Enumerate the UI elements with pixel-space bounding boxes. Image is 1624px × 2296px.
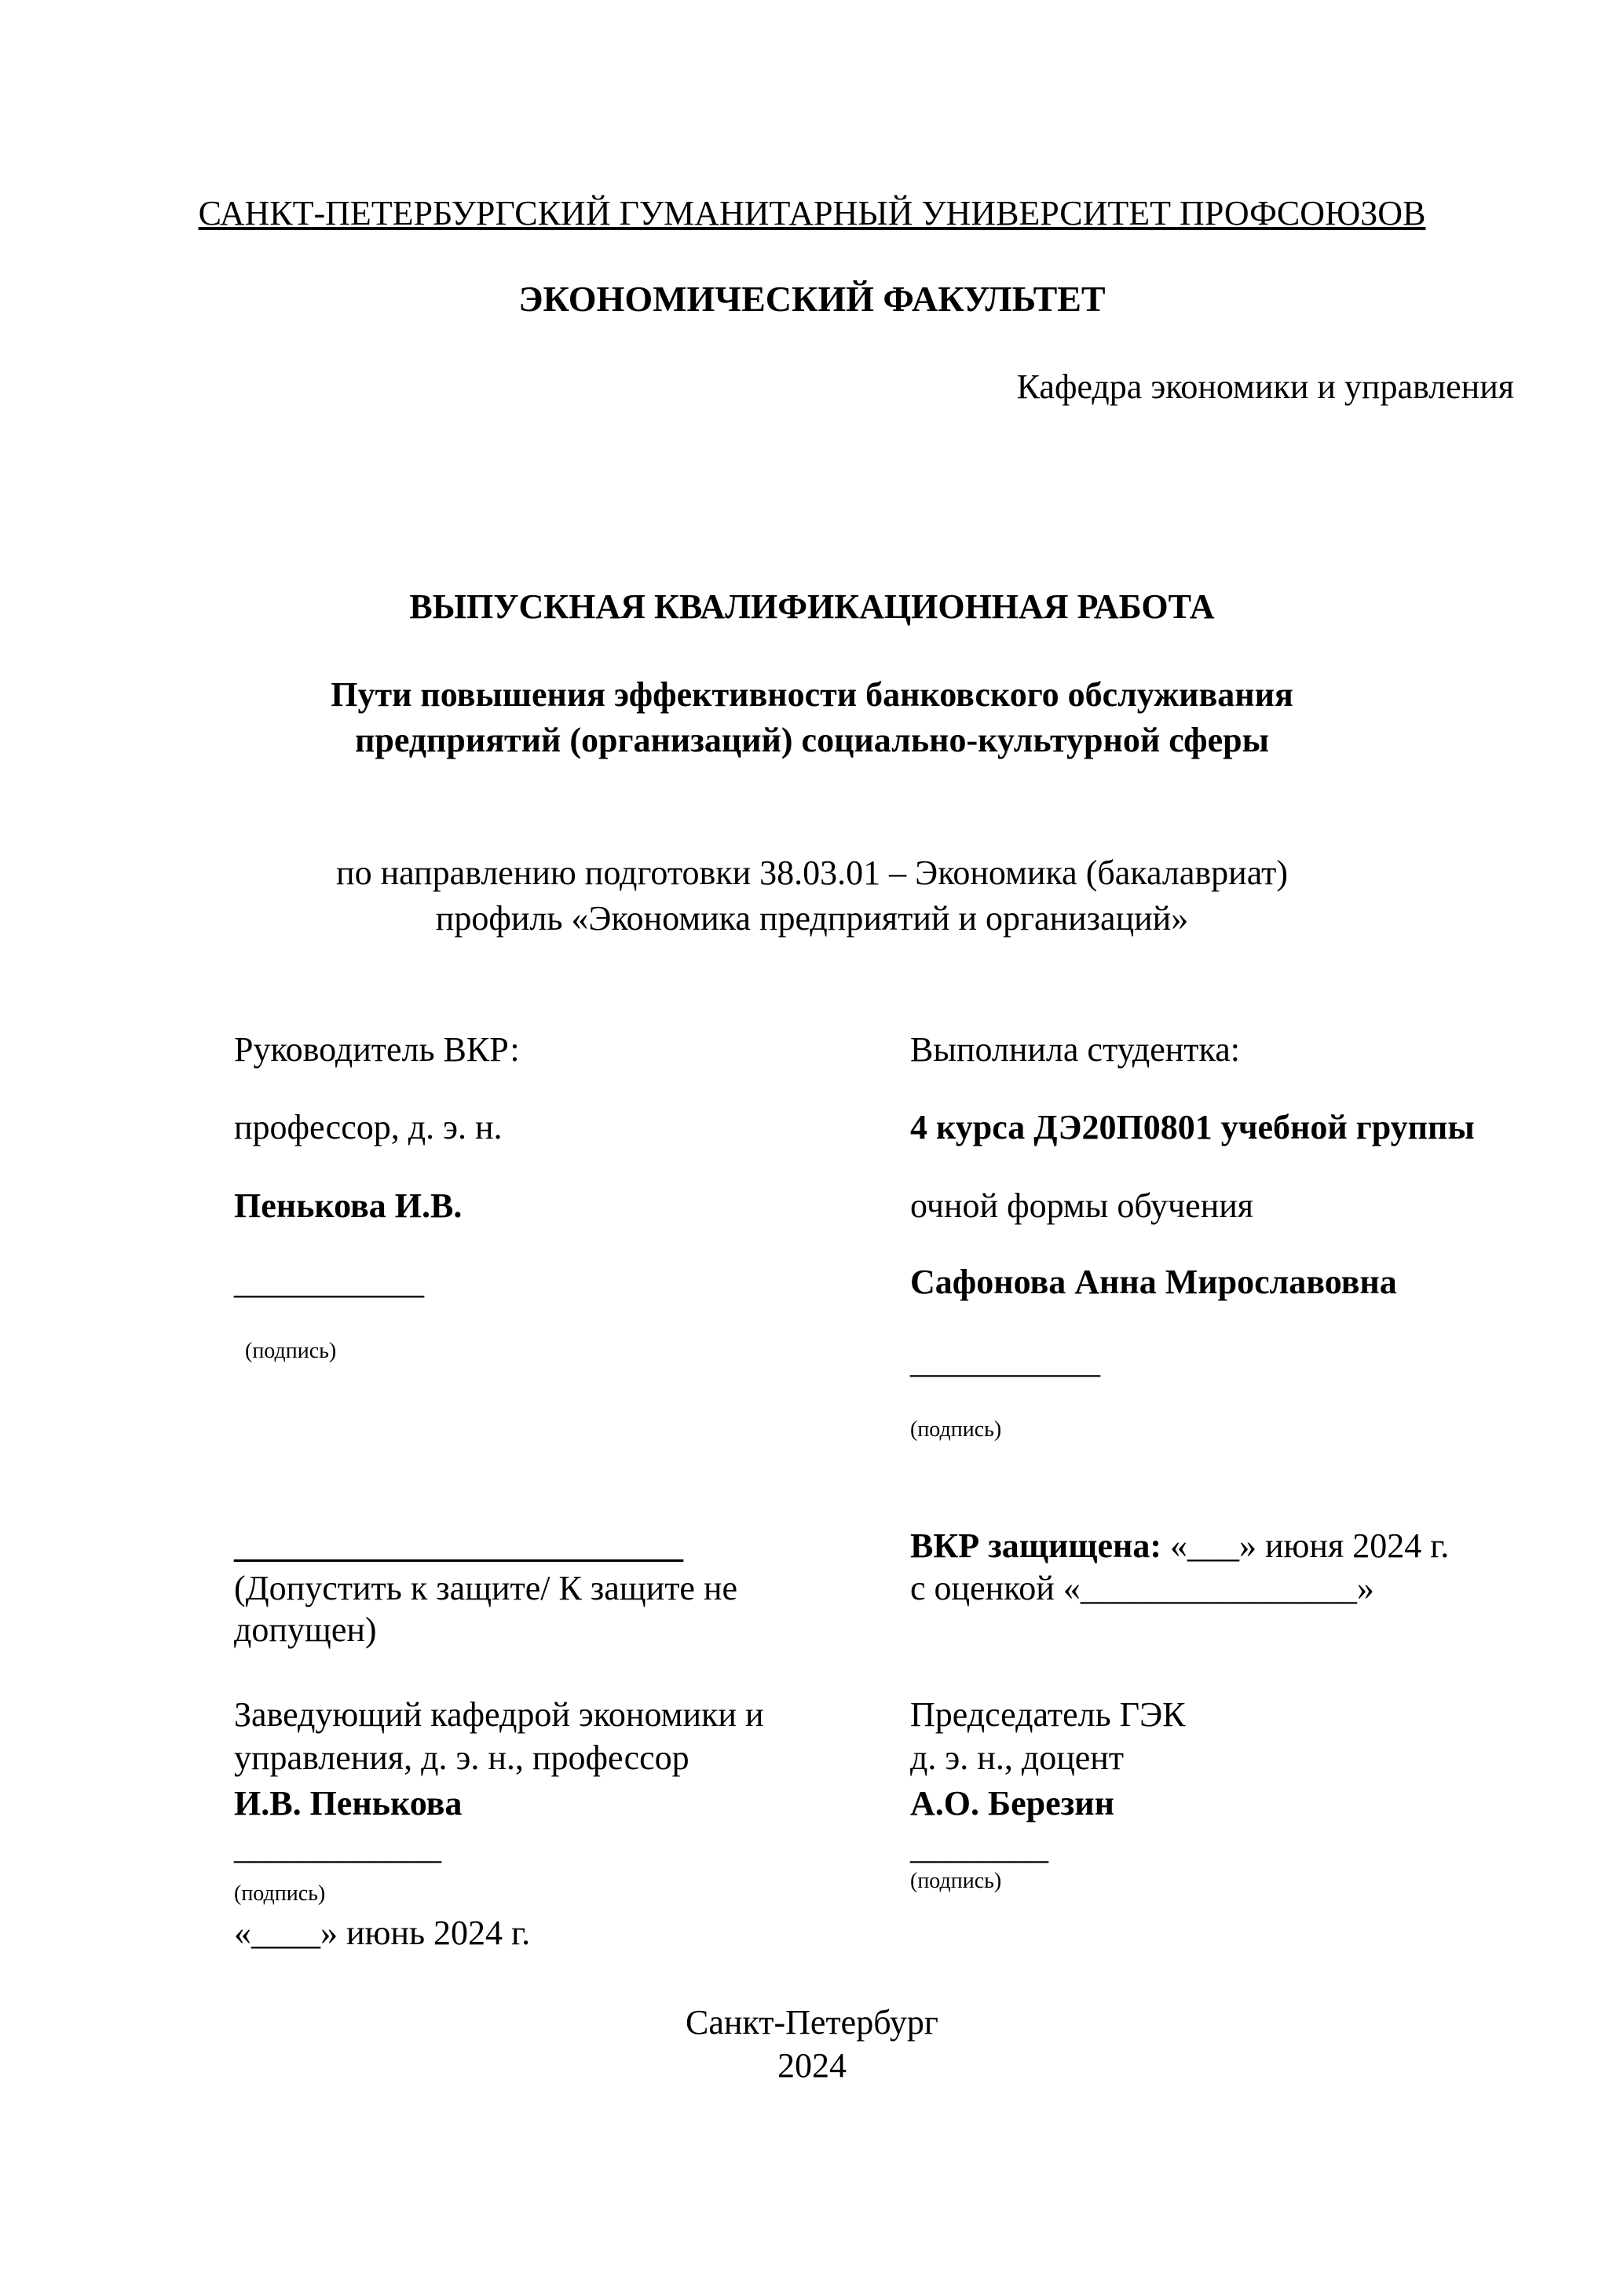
head-of-dept-line-2: управления, д. э. н., профессор (234, 1738, 689, 1777)
head-of-dept-date: «____» июнь 2024 г. (234, 1914, 531, 1952)
grade-prefix: с оценкой « (910, 1569, 1081, 1607)
student-signature-line: ___________ (910, 1342, 1100, 1380)
gek-chair-line-2: д. э. н., доцент (910, 1738, 1125, 1777)
topic-line-1: Пути повышения эффективности банковского обслуживания (331, 675, 1293, 714)
admission-text-1: (Допустить к защите/ К защите не (234, 1569, 738, 1607)
student-name: Сафонова Анна Мирославовна (910, 1263, 1397, 1301)
grade-line (910, 1567, 1374, 1610)
head-of-dept-signature-caption: (подпись) (234, 1881, 326, 1906)
defense-line (910, 1524, 1449, 1568)
gek-chair-signature-line: ________ (910, 1828, 1048, 1866)
supervisor-rank: профессор, д. э. н. (234, 1108, 503, 1146)
topic-line-2: предприятий (организаций) социально-культурной сферы (355, 721, 1269, 759)
student-study-form: очной формы обучения (910, 1186, 1254, 1225)
grade-blank: ________________ (1080, 1569, 1357, 1607)
university-name: САНКТ-ПЕТЕРБУРГСКИЙ ГУМАНИТАРНЫЙ УНИВЕРСИТЕТ ПРОФСОЮЗОВ (198, 194, 1426, 232)
head-of-dept-line-1: Заведующий кафедрой экономики и (234, 1695, 764, 1734)
gek-chair-name: А.О. Березин (910, 1784, 1115, 1823)
department-name: Кафедра экономики и управления (1016, 367, 1514, 406)
city: Санкт-Петербург (686, 2003, 938, 2042)
admission-text-2: допущен) (234, 1610, 377, 1649)
supervisor-label: Руководитель ВКР: (234, 1030, 520, 1069)
defense-label: ВКР защищена: (910, 1526, 1161, 1565)
gek-chair-line-1: Председатель ГЭК (910, 1695, 1186, 1734)
grade-suffix: » (1356, 1569, 1374, 1607)
supervisor-name: Пенькова И.В. (234, 1186, 463, 1225)
student-signature-caption: (подпись) (910, 1417, 1002, 1442)
head-of-dept-name: И.В. Пенькова (234, 1784, 463, 1823)
year: 2024 (777, 2046, 847, 2085)
gek-chair-signature-caption: (подпись) (910, 1869, 1002, 1893)
student-label: Выполнила студентка: (910, 1030, 1240, 1069)
profile: профиль «Экономика предприятий и организаций» (435, 899, 1189, 938)
faculty-name: ЭКОНОМИЧЕСКИЙ ФАКУЛЬТЕТ (518, 279, 1106, 319)
head-of-dept-signature-line: ____________ (234, 1828, 441, 1866)
supervisor-signature-line: ___________ (234, 1263, 424, 1301)
defense-date: «___» июня 2024 г. (1161, 1526, 1450, 1565)
admission-line: __________________________ (234, 1526, 683, 1565)
student-group: 4 курса ДЭ20П0801 учебной группы (910, 1108, 1475, 1146)
work-type-title: ВЫПУСКНАЯ КВАЛИФИКАЦИОННАЯ РАБОТА (409, 587, 1215, 626)
supervisor-signature-caption: (подпись) (245, 1339, 337, 1363)
direction: по направлению подготовки 38.03.01 – Экономика (бакалавриат) (336, 854, 1288, 892)
